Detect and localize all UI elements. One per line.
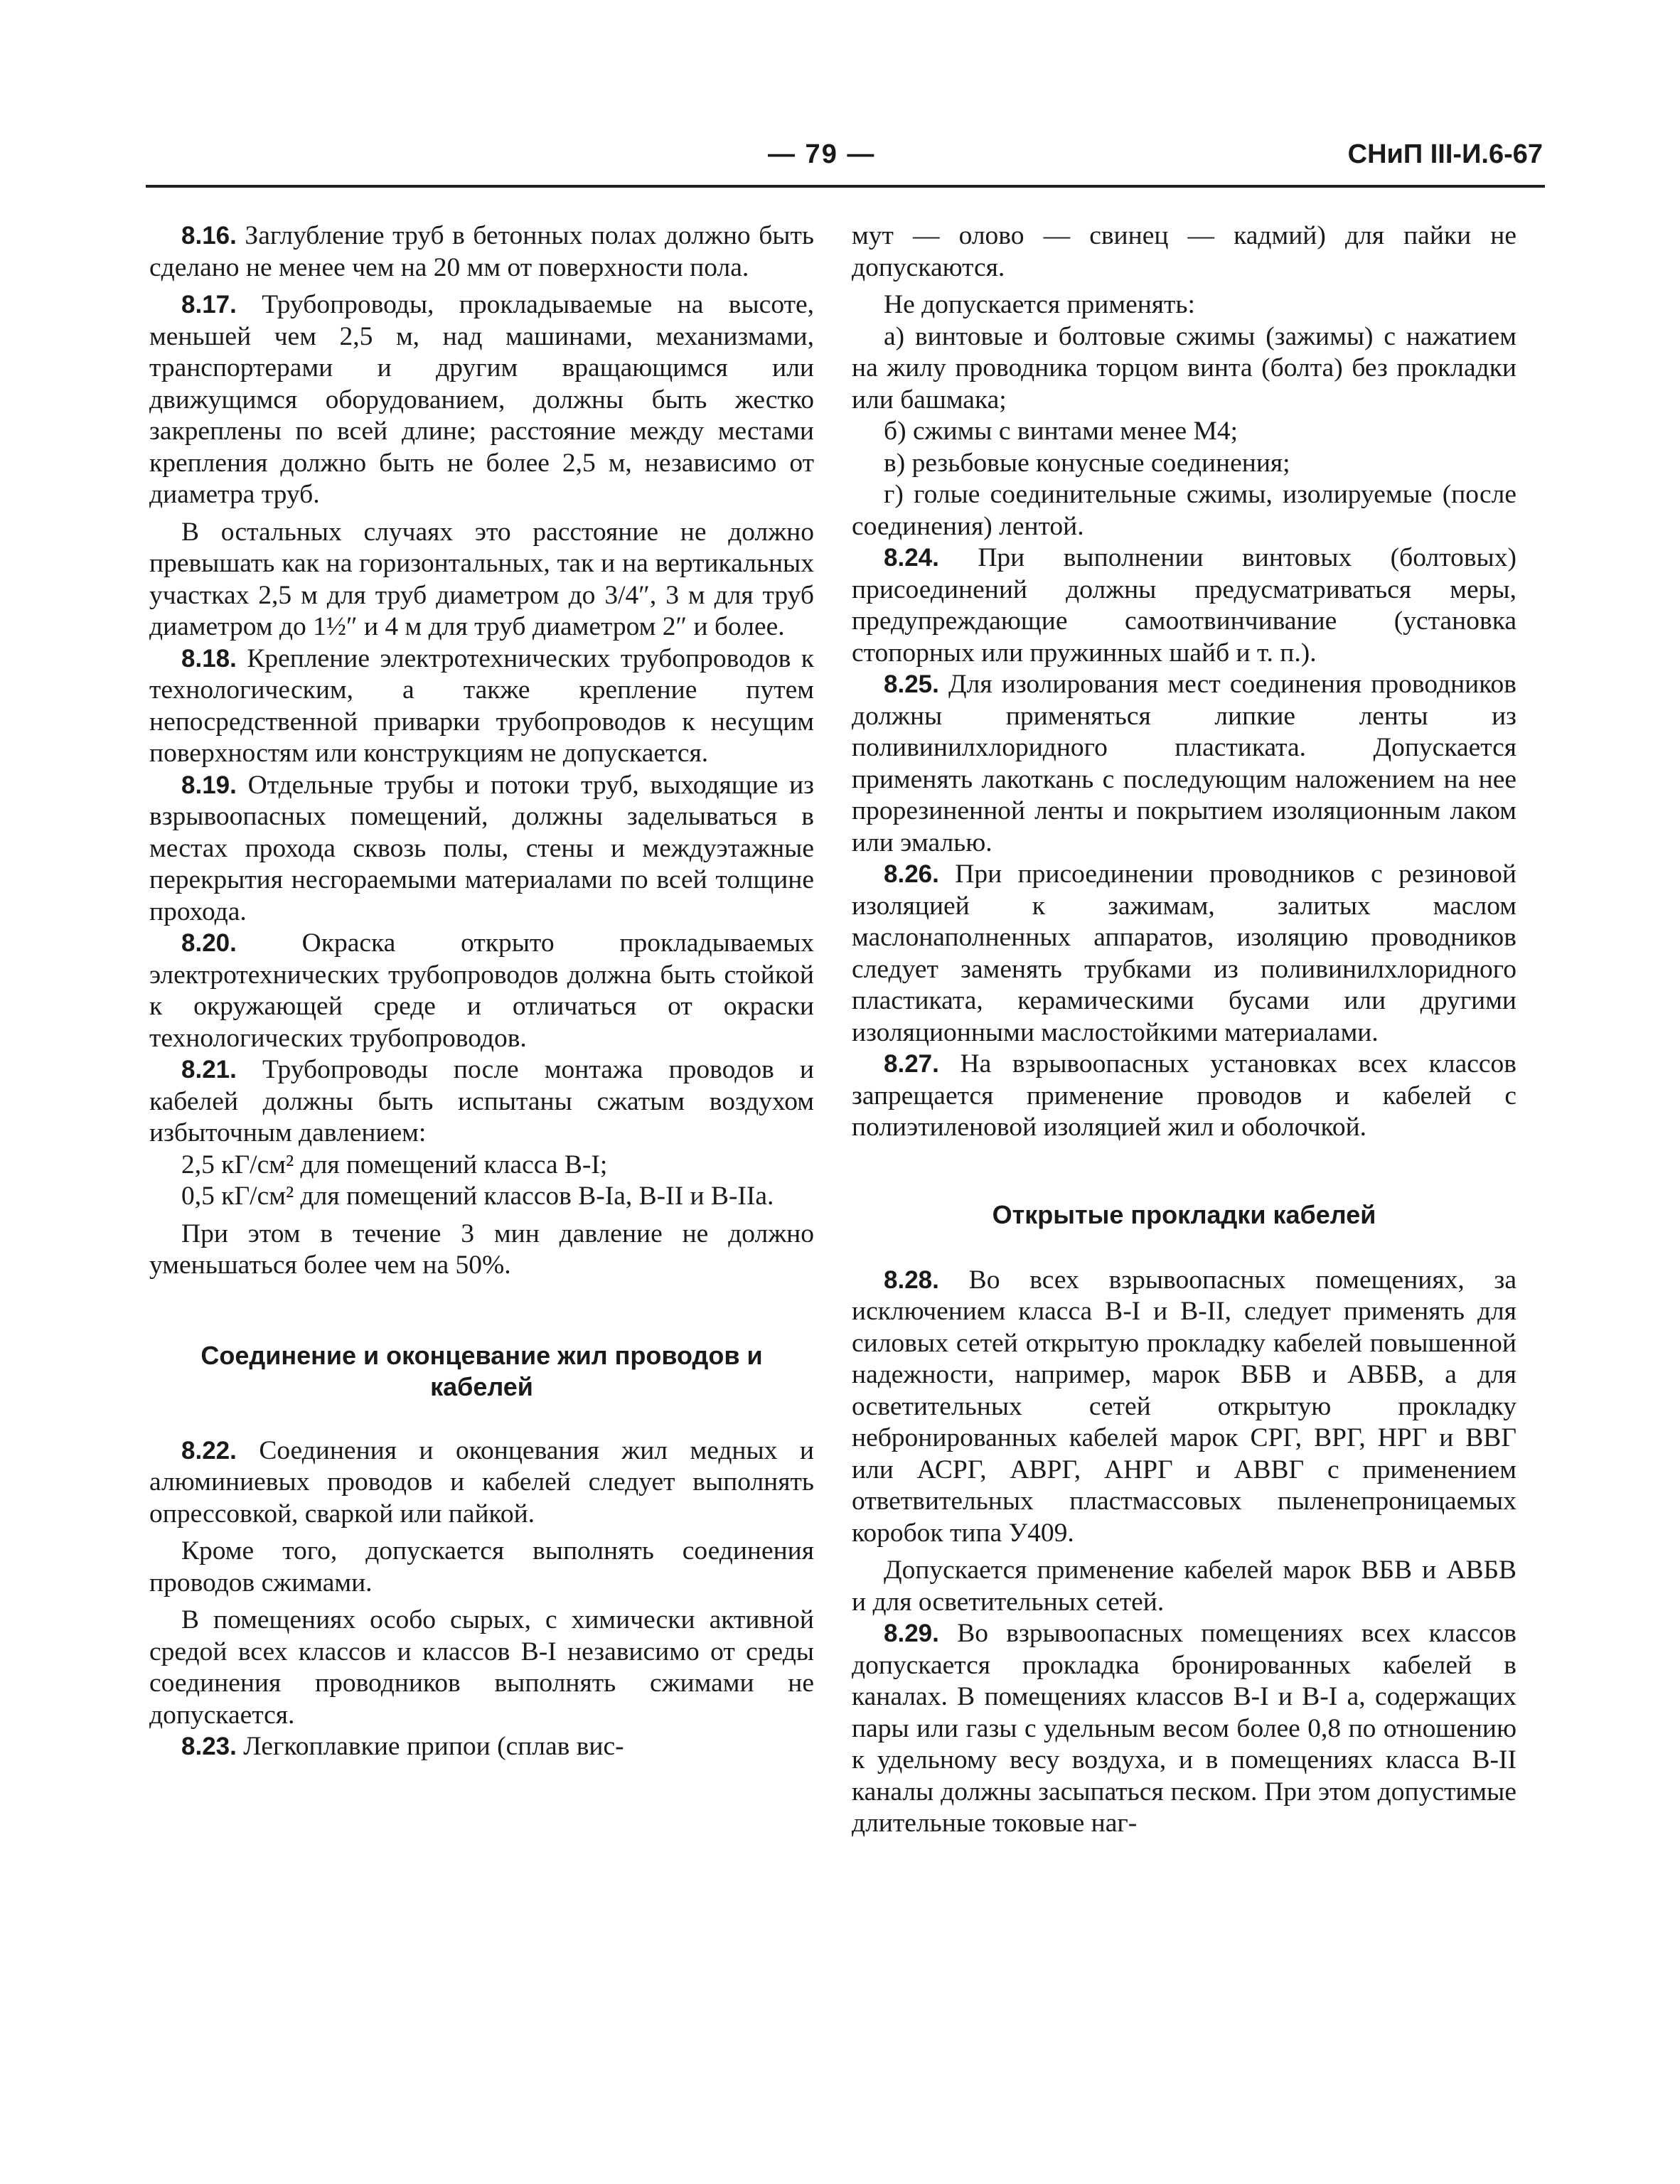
clause-text: При присоединении проводников с резиновой изоляцией к зажимам, залитых маслом маслонаполненных аппаратов, изоляцию проводников следует заменять трубками из поливинилхлоридного пластиката, керамическими бусами или другими изоляционными маслостойкими материалами. xyxy=(852,860,1516,1047)
paragraph-8-24 xyxy=(852,542,1516,669)
paragraph-8-29 xyxy=(852,1618,1516,1840)
paragraph-8-23-continuation: мут — олово — свинец — кадмий) для пайки не допускаются. xyxy=(852,221,1516,282)
list-item-g: г) голые соединительные сжимы, изолируемые (после соединения) лентой. xyxy=(852,480,1516,541)
clause-text: При выполнении винтовых (болтовых) присоединений должны предусматриваться меры, предупреждающие самоотвинчивание (установка стопорных или пружинных шайб и т. п.). xyxy=(852,543,1516,668)
paragraph-8-25 xyxy=(852,669,1516,859)
clause-number: 8.25. xyxy=(884,670,939,698)
clause-number: 8.23. xyxy=(181,1733,237,1760)
list-item-v: в) резьбовые конусные соединения; xyxy=(884,448,1290,478)
page-header xyxy=(149,139,1543,182)
clause-number: 8.28. xyxy=(884,1265,939,1294)
paragraph-8-20 xyxy=(149,928,814,1054)
list-item-b: б) сжимы с винтами менее М4; xyxy=(884,417,1238,446)
clause-text: Соединения и оконцевания жил медных и алюминиевых проводов и кабелей следует выполнять опрессовкой, сваркой или пайкой. xyxy=(149,1435,814,1529)
clause-number: 8.26. xyxy=(884,860,939,888)
clause-number: 8.16. xyxy=(181,222,237,250)
paragraph-8-26 xyxy=(852,859,1516,1049)
clause-text: Отдельные трубы и потоки труб, выходящие из взрывоопасных помещений, должны заделываться в местах прохода сквозь полы, стены и междуэтажные перекрытия несгораемыми материалами по всей толщине прохода. xyxy=(149,770,814,926)
paragraph-8-19 xyxy=(149,770,814,928)
not-allowed-intro: Не допускается применять: xyxy=(884,290,1195,319)
paragraph-8-16 xyxy=(149,220,814,284)
clause-text: Окраска открыто прокладываемых электротехнических трубопроводов должна быть стойкой к окружающей среде и отличаться от окраски технологических трубопроводов. xyxy=(149,928,814,1053)
paragraph-8-28 xyxy=(852,1265,1516,1550)
clause-text: Во взрывоопасных помещениях всех классов допускается прокладка бронированных кабелей в каналах. В помещениях классов В-I и В-I а, содержащих пары или газы с удельным весом более 0,8 по отношению к удельному весу воздуха, и в помещениях класса В-II каналы должны засыпаться песком. При этом допустимые длительные токовые наг- xyxy=(852,1619,1516,1838)
left-column xyxy=(149,220,814,1763)
right-column xyxy=(852,220,1516,1840)
clause-text: На взрывоопасных установках всех классов запрещается применение проводов и кабелей с полиэтиленовой изоляцией жил и оболочкой. xyxy=(852,1049,1516,1142)
clause-text: Крепление электротехнических трубопроводов к технологическим, а также крепление путем непосредственной приварки трубопроводов к несущим поверхностям или конструкциям не допускается. xyxy=(149,643,814,768)
list-item-a: а) винтовые и болтовые сжимы (зажимы) с нажатием на жилу проводника торцом винта (болта) без прокладки или башмака; xyxy=(852,321,1516,414)
clause-text: Во всех взрывоопасных помещениях, за исключением класса В-I и В-II, следует применять для силовых сетей открытую прокладку кабелей повышенной надежности, например, марок ВБВ и АВБВ, а для осветительных сетей открытую прокладку небронированных кабелей марок СРГ, ВРГ, НРГ и ВВГ или АСРГ, АВРГ, АНРГ и АВВГ с применением ответвительных пластмассовых пыленепроницаемых коробок типа У409. xyxy=(852,1265,1516,1548)
clause-number: 8.29. xyxy=(884,1620,939,1647)
paragraph-8-17-continuation: В остальных случаях это расстояние не должно превышать как на горизонтальных, так и на вертикальных участках 2,5 м для труб диаметром до 3/4″, 3 м для труб диаметром до 1½″ и 4 м для труб диаметром 2″ и более. xyxy=(149,517,814,641)
section-heading-connection: Соединение и оконцевание жил проводов и кабелей xyxy=(200,1340,763,1401)
pressure-line-1: 2,5 кГ/см² для помещений класса В-I; xyxy=(181,1150,608,1179)
paragraph-8-18 xyxy=(149,643,814,770)
page-number: — 79 — xyxy=(768,139,876,169)
paragraph-8-22-continuation-1: Кроме того, допускается выполнять соединения проводов сжимами. xyxy=(149,1536,814,1597)
clause-number: 8.18. xyxy=(181,644,237,673)
paragraph-8-22-continuation-2: В помещениях особо сырых, с химически активной средой всех классов и классов В-I независимо от среды соединения проводников выполнять сжимами не допускается. xyxy=(149,1605,814,1730)
document-code: СНиП III-И.6-67 xyxy=(1347,139,1543,169)
clause-number: 8.19. xyxy=(181,771,237,799)
clause-number: 8.20. xyxy=(181,929,237,957)
clause-text: Трубопроводы, прокладываемые на высоте, меньшей чем 2,5 м, над машинами, механизмами, транспортерами и другим вращающимся или движущимся оборудованием, должны быть жестко закреплены по всей длине; расстояние между местами крепления должно быть не более 2,5 м, независимо от диаметра труб. xyxy=(149,290,814,509)
pressure-line-2: 0,5 кГ/см² для помещений классов В-Iа, В-II и В-IIа. xyxy=(181,1182,774,1211)
header-rule xyxy=(146,185,1545,188)
paragraph-8-27 xyxy=(852,1049,1516,1144)
clause-text: Для изолирования мест соединения проводников должны применяться липкие ленты из поливинилхлоридного пластиката. Допускается применять лакоткань с последующим наложением на нее прорезиненной ленты и покрытием изоляционным лаком или эмалью. xyxy=(852,670,1516,857)
clause-text: Заглубление труб в бетонных полах должно быть сделано не менее чем на 20 мм от поверхности пола. xyxy=(149,221,814,282)
paragraph-8-28-continuation: Допускается применение кабелей марок ВБВ и АВБВ и для осветительных сетей. xyxy=(852,1556,1516,1617)
section-heading-open-cable: Открытые прокладки кабелей xyxy=(992,1199,1376,1229)
clause-number: 8.27. xyxy=(884,1050,939,1078)
clause-number: 8.21. xyxy=(181,1056,237,1083)
paragraph-8-21-continuation: При этом в течение 3 мин давление не должно уменьшаться более чем на 50%. xyxy=(149,1219,814,1280)
paragraph-8-21 xyxy=(149,1054,814,1150)
clause-number: 8.22. xyxy=(181,1436,237,1465)
clause-text: Легкоплавкие припои (сплав вис- xyxy=(236,1732,624,1761)
clause-text: Трубопроводы после монтажа проводов и кабелей должны быть испытаны сжатым воздухом избыточным давлением: xyxy=(149,1055,814,1147)
paragraph-8-22 xyxy=(149,1435,814,1531)
clause-number: 8.24. xyxy=(884,544,939,572)
paragraph-8-23 xyxy=(149,1731,814,1763)
clause-number: 8.17. xyxy=(181,291,237,318)
paragraph-8-17 xyxy=(149,289,814,511)
